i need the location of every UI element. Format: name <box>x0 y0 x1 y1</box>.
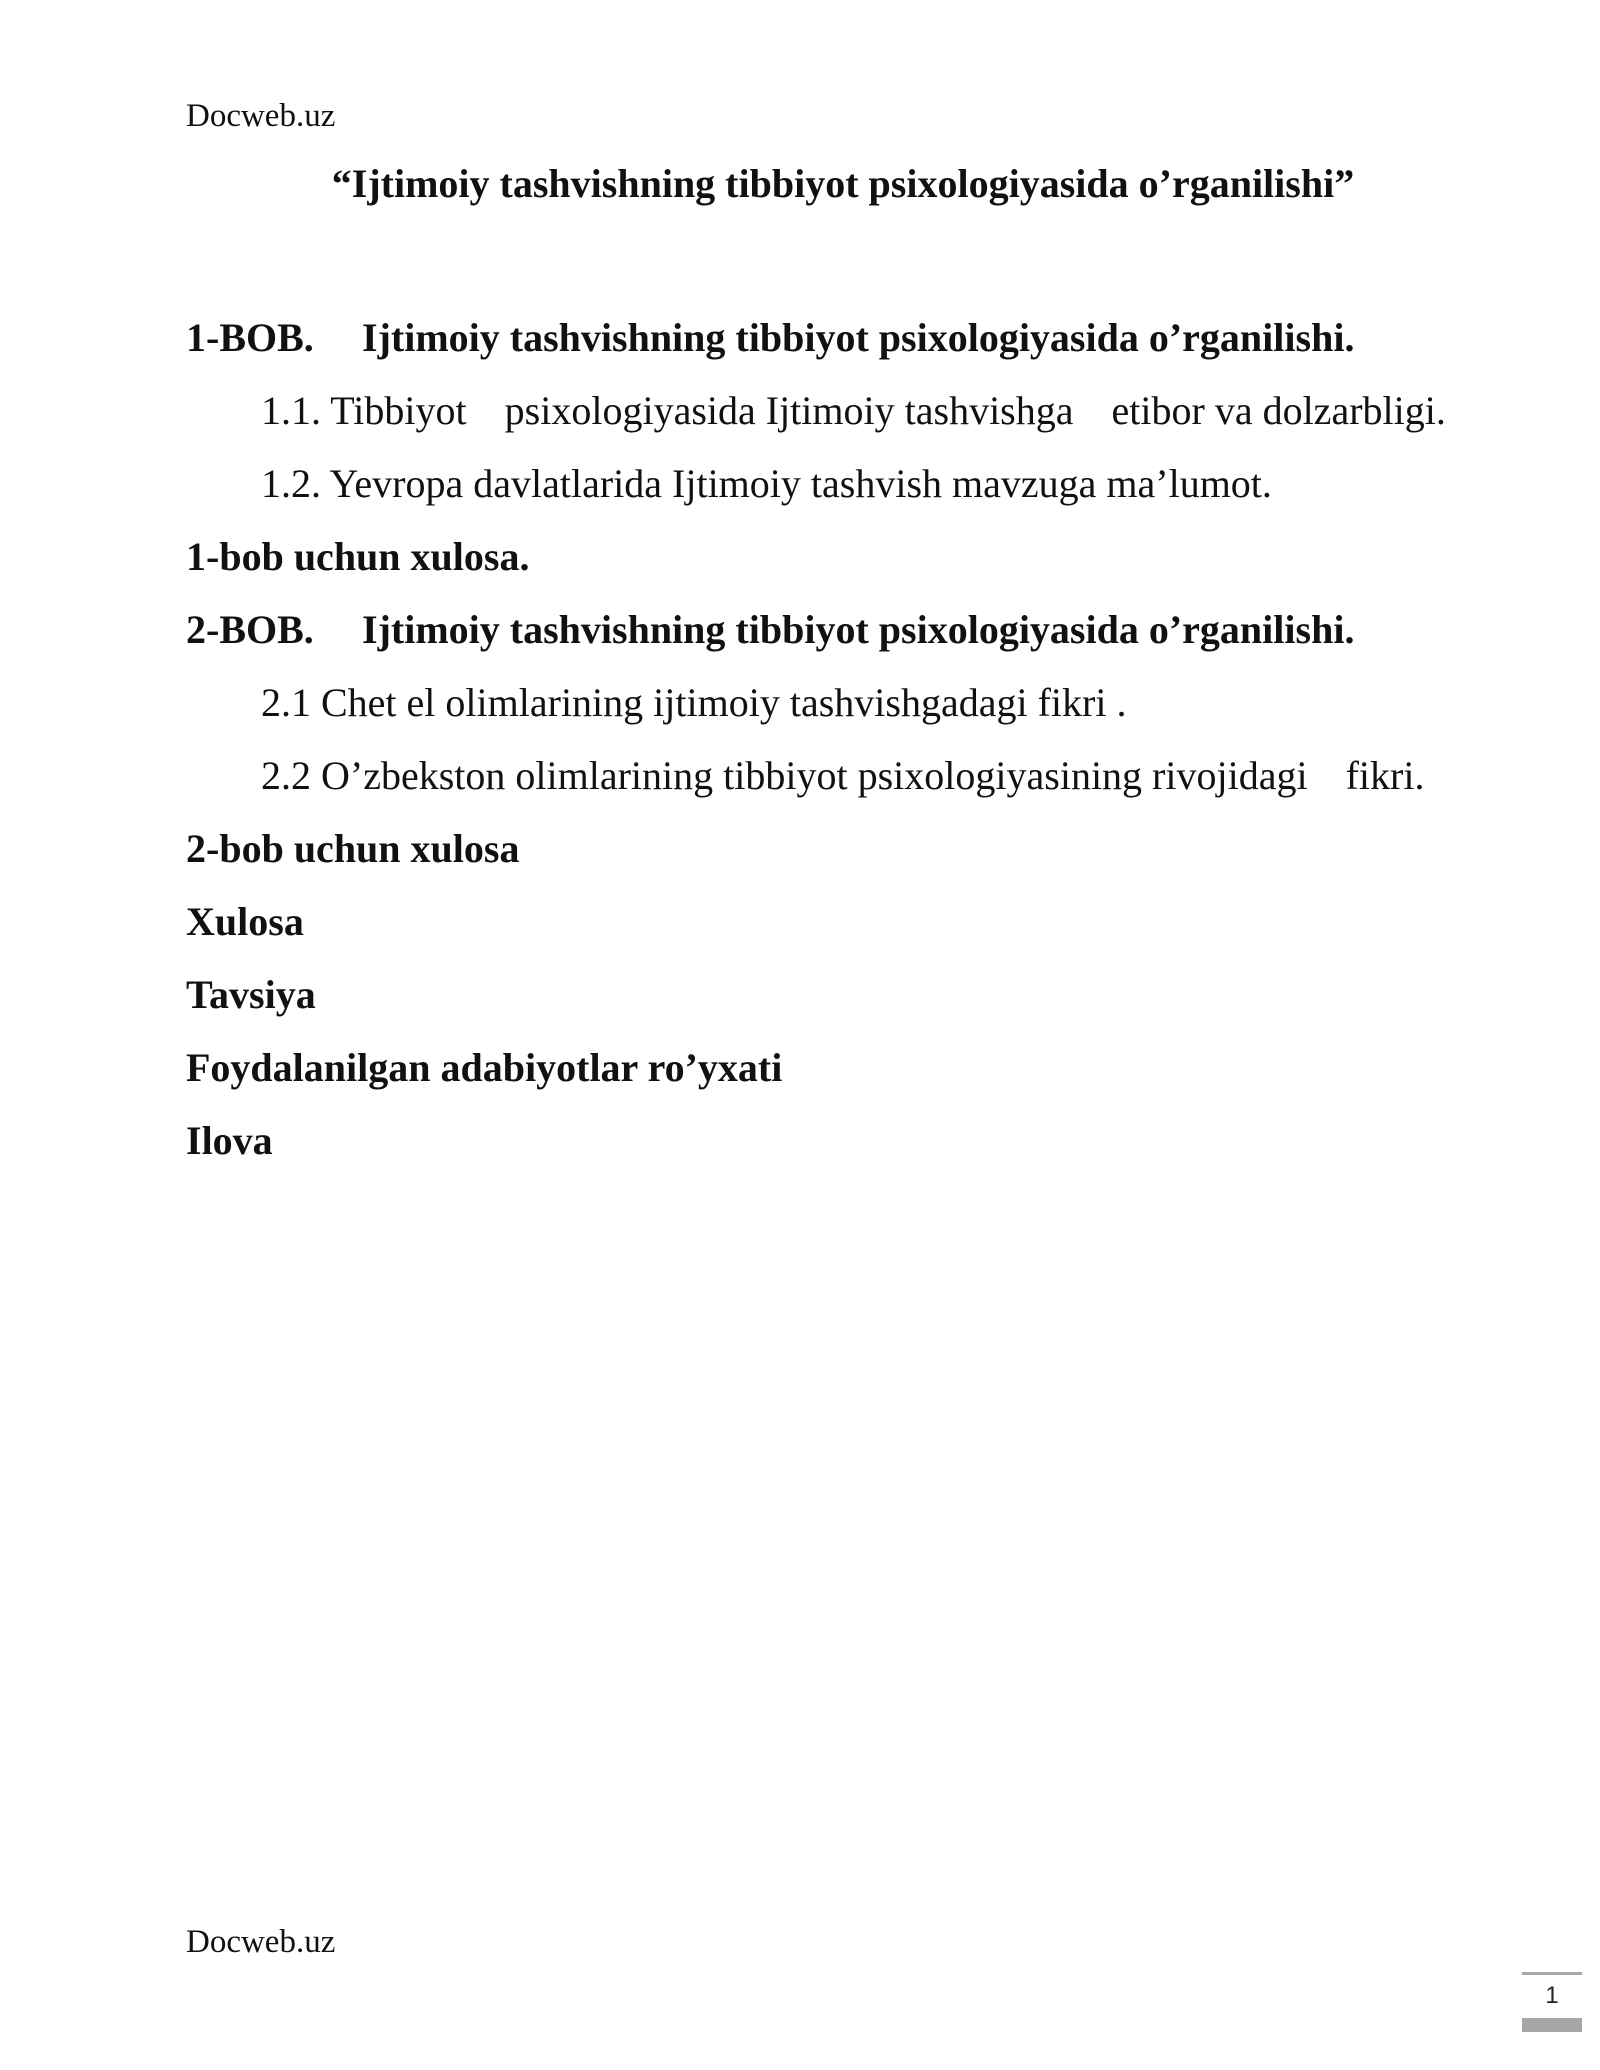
toc-chapter-2-label: Ijtimoiy tashvishning tibbiyot psixologiyasida o’rganilishi. <box>362 607 1355 652</box>
toc-chapter-1-label: Ijtimoiy tashvishning tibbiyot psixologiyasida o’rganilishi. <box>362 315 1355 360</box>
toc-section-2-2-part-a: 2.2 O’zbekston olimlarining tibbiyot psixologiyasining rivojidagi <box>261 753 1308 798</box>
page-number-rule <box>1522 1972 1582 1975</box>
table-of-contents <box>186 314 1506 1190</box>
toc-chapter-2-number: 2-BOB. <box>186 607 314 652</box>
page-number: 1 <box>1545 1982 1559 2009</box>
toc-section-1-2 <box>186 460 1506 533</box>
toc-chapter-2 <box>186 606 1506 679</box>
toc-section-1-1-part-b: psixologiyasida Ijtimoiy tashvishga <box>504 388 1074 433</box>
toc-chapter-2-conclusion: 2-bob uchun xulosa <box>186 826 520 871</box>
toc-section-2-2-part-b: fikri. <box>1345 753 1425 798</box>
toc-section-1-1-part-c: etibor va dolzarbligi. <box>1111 388 1446 433</box>
toc-summary: Xulosa <box>186 899 304 944</box>
toc-appendix: Ilova <box>186 1118 273 1163</box>
toc-section-2-2 <box>186 752 1506 825</box>
toc-chapter-1-conclusion: 1-bob uchun xulosa. <box>186 534 530 579</box>
page-header: Docweb.uz <box>186 98 336 134</box>
toc-section-1-1-part-a: 1.1. Tibbiyot <box>261 388 467 433</box>
toc-section-1-1 <box>186 387 1506 460</box>
toc-references: Foydalanilgan adabiyotlar ro’yxati <box>186 1045 783 1090</box>
toc-chapter-1-number: 1-BOB. <box>186 315 314 360</box>
toc-section-2-1 <box>186 679 1506 752</box>
toc-section-2-1-label: 2.1 Chet el olimlarining ijtimoiy tashvishgadagi fikri . <box>261 680 1127 725</box>
toc-section-1-2-label: 1.2. Yevropa davlatlarida Ijtimoiy tashvish mavzuga ma’lumot. <box>261 461 1272 506</box>
page-number-box <box>1522 1972 1582 2032</box>
toc-chapter-1 <box>186 314 1506 387</box>
page-number-bar <box>1522 2018 1582 2032</box>
page-footer: Docweb.uz <box>186 1924 336 1960</box>
document-title: “Ijtimoiy tashvishning tibbiyot psixologiyasida o’rganilishi” <box>331 161 1355 206</box>
toc-recommendation: Tavsiya <box>186 972 316 1017</box>
